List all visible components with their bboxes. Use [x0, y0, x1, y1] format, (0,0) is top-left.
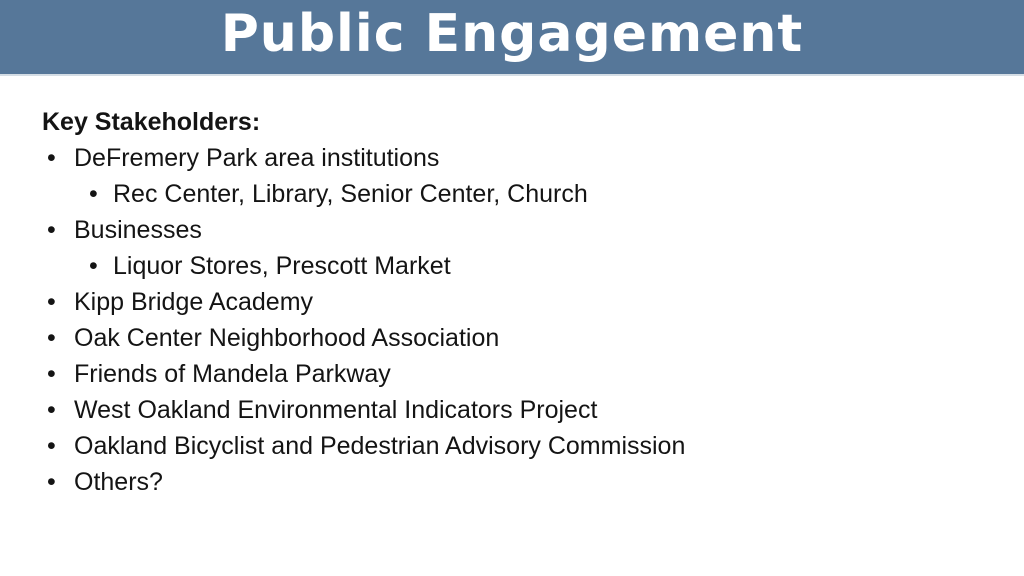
list-item [42, 428, 982, 464]
list-item-text: Others? [74, 468, 163, 496]
list-item [42, 284, 982, 320]
list-item-text: Businesses [74, 216, 202, 244]
bullet-icon: • [47, 288, 56, 316]
bullet-icon: • [47, 360, 56, 388]
list-item [42, 356, 982, 392]
bullet-icon: • [47, 432, 56, 460]
bullet-icon: • [89, 252, 98, 280]
slide-body [0, 104, 1024, 500]
list-item [42, 392, 982, 428]
bullet-icon: • [47, 216, 56, 244]
list-item-text: West Oakland Environmental Indicators Project [74, 396, 598, 424]
list-item [42, 320, 982, 356]
list-item-sub [42, 176, 982, 212]
list-item-text: Rec Center, Library, Senior Center, Church [113, 180, 588, 208]
bullet-icon: • [89, 180, 98, 208]
list-item-text: Oakland Bicyclist and Pedestrian Advisory Commission [74, 432, 686, 460]
slide-header [0, 0, 1024, 76]
list-item-text: Kipp Bridge Academy [74, 288, 314, 316]
list-item-text: DeFremery Park area institutions [74, 144, 440, 172]
list-item-text: Friends of Mandela Parkway [74, 360, 391, 388]
list-item [42, 212, 982, 248]
bullet-icon: • [47, 324, 56, 352]
list-item-sub [42, 248, 982, 284]
list-item-text: Oak Center Neighborhood Association [74, 324, 500, 352]
bullet-icon: • [47, 144, 56, 172]
section-heading: Key Stakeholders: [42, 108, 261, 136]
bullet-icon: • [47, 396, 56, 424]
bullet-icon: • [47, 468, 56, 496]
stakeholder-list [42, 140, 982, 500]
list-item [42, 464, 982, 500]
slide-title: Public Engagement [220, 4, 804, 64]
list-item [42, 140, 982, 176]
list-item-text: Liquor Stores, Prescott Market [113, 252, 451, 280]
